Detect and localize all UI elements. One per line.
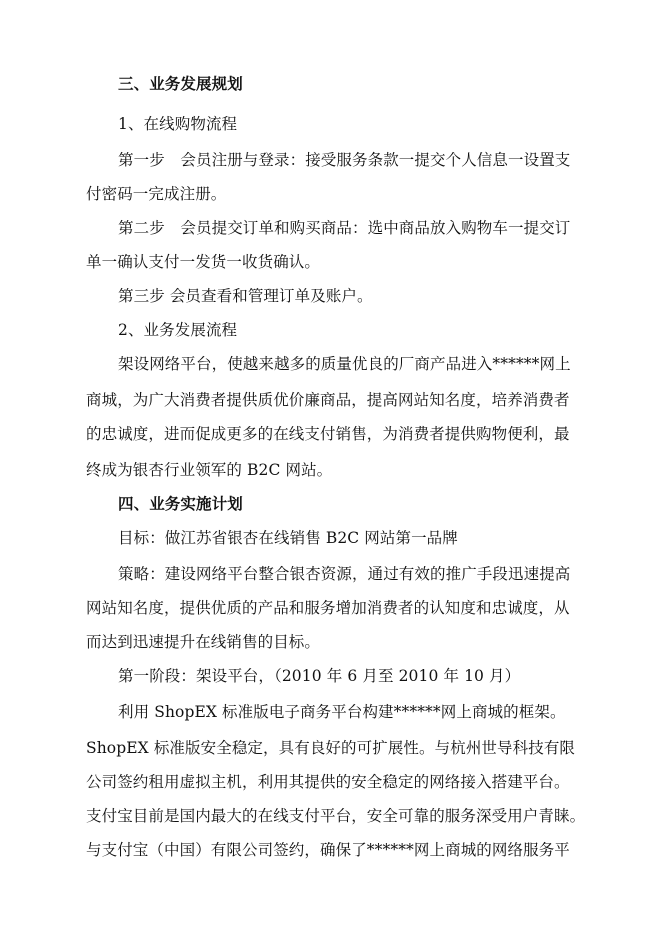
step3-text: 第三步 会员查看和管理订单及账户。 [118, 287, 373, 305]
paragraph-line: 的忠诚度，进而促成更多的在线支付销售，为消费者提供购物便利，最 [86, 425, 570, 443]
paragraph-line: 架设网络平台，使越来越多的质量优良的厂商产品进入******网上 [118, 355, 571, 373]
paragraph-line: 公司签约租用虚拟主机，利用其提供的安全稳定的网络接入搭建平台。 [86, 773, 570, 791]
paragraph-line: 支付宝目前是国内最大的在线支付平台，安全可靠的服务深受用户青睐。 [86, 807, 586, 825]
paragraph-line: 与支付宝（中国）有限公司签约，确保了******网上商城的网络服务平 [86, 841, 570, 859]
paragraph-line: 终成为银杏行业领军的 B2C 网站。 [86, 461, 333, 479]
step2-text: 第二步 会员提交订单和购买商品：选中商品放入购物车一提交订 [118, 219, 571, 237]
step1-text: 第一步 会员注册与登录：接受服务条款一提交个人信息一设置支 [118, 151, 571, 169]
subsection-title-online-shopping: 1、在线购物流程 [118, 115, 238, 133]
paragraph-line: 利用 ShopEX 标准版电子商务平台构建******网上商城的框架。 [118, 703, 566, 721]
goal-text: 目标：做江苏省银杏在线销售 B2C 网站第一品牌 [118, 529, 458, 547]
step2-text-cont: 单一确认支付一发货一收货确认。 [86, 253, 321, 271]
subsection-title-business-process: 2、业务发展流程 [118, 321, 238, 339]
phase1-text: 第一阶段：架设平台，（2010 年 6 月至 2010 年 10 月） [118, 667, 521, 685]
paragraph-line: 商城，为广大消费者提供质优价廉商品，提高网站知名度，培养消费者 [86, 391, 570, 409]
step1-text-cont: 付密码一完成注册。 [86, 185, 227, 203]
strategy-text-cont: 网站知名度，提供优质的产品和服务增加消费者的认知度和忠诚度，从 [86, 599, 570, 617]
strategy-text-cont: 而达到迅速提升在线销售的目标。 [86, 633, 321, 651]
paragraph-line: ShopEX 标准版安全稳定，具有良好的可扩展性。与杭州世导科技有限 [86, 739, 576, 757]
strategy-text: 策略：建设网络平台整合银杏资源，通过有效的推广手段迅速提高 [118, 565, 571, 583]
section-heading-business-development: 三、业务发展规划 [118, 75, 243, 93]
section-heading-implementation-plan: 四、业务实施计划 [118, 495, 243, 513]
